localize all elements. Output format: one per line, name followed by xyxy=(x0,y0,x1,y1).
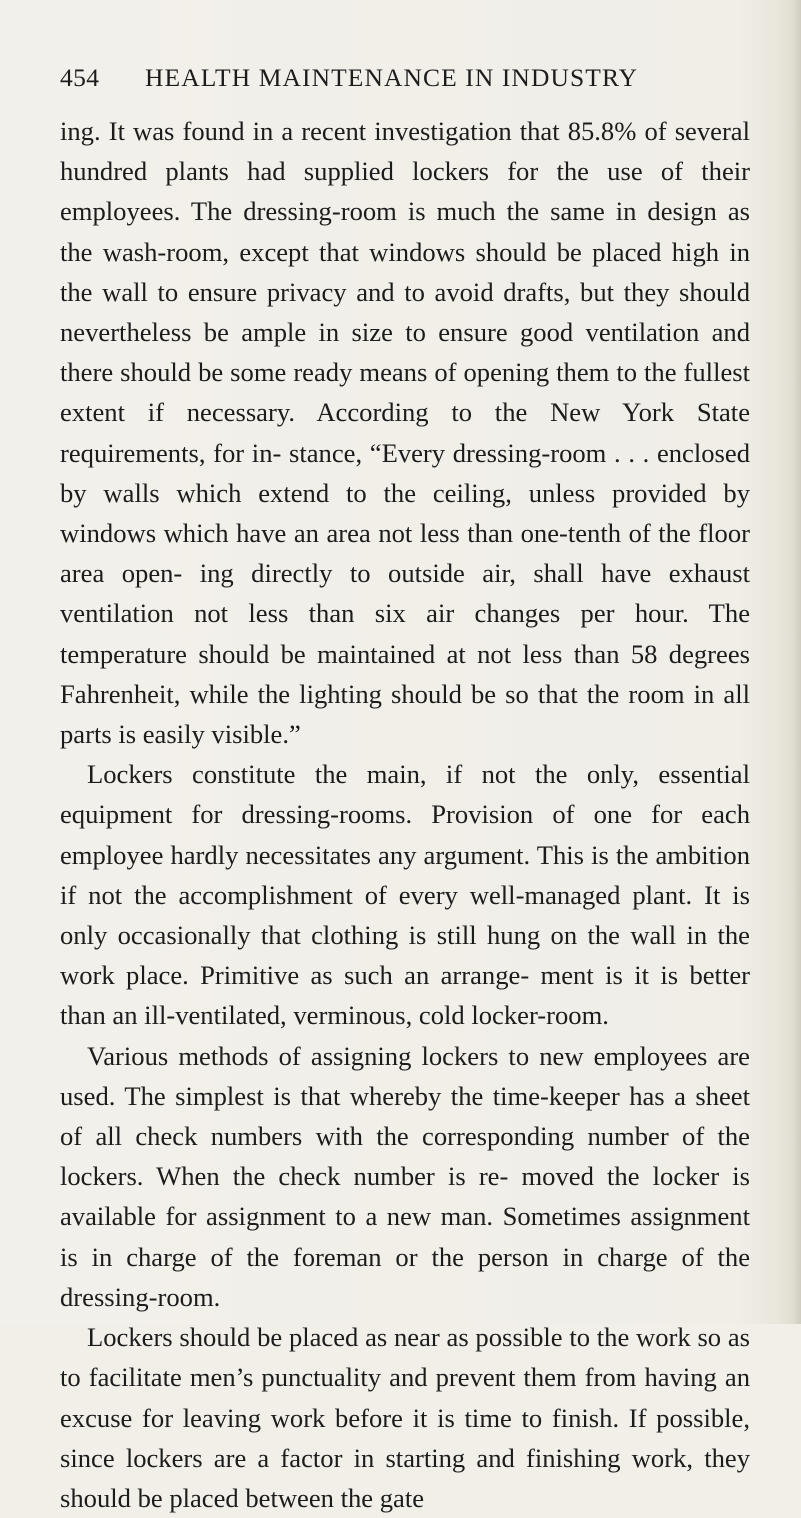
paragraph-continued: ing. It was found in a recent investigation that 85.8% of several hundred plants had supplied lockers for the use of their employees. The dressing-room is much the same in design as the wash-room, except that windows should be placed high in the wall to ensure privacy and to avoid drafts, but they should nevertheless be ample in size to ensure good ventilation and there should be some ready means of opening them to the fullest extent if necessary. According to the New York State requirements, for in- stance, “Every dressing-room . . . enclosed by walls which extend to the ceiling, unless provided by windows which have an area not less than one-tenth of the floor area open- ing directly to outside air, shall have exhaust ventilation not less than six air changes per hour. The temperature should be maintained at not less than 58 degrees Fahrenheit, while the lighting should be so that the room in all parts is easily visible.” xyxy=(60,116,750,750)
paragraph-lockers-equipment: Lockers constitute the main, if not the only, essential equipment for dressing-rooms. Provision of one for each employee hardly necessitates any argument. This is the ambition if not the accomplishment of every well-managed plant. It is only occasionally that clothing is still hung on the wall in the work place. Primitive as such an arrange- ment is it is better than an ill-ventilated, verminous, cold locker-room. xyxy=(60,759,750,1031)
page-number: 454 xyxy=(60,63,100,92)
page-edge-shadow xyxy=(793,0,801,1324)
running-head: HEALTH MAINTENANCE IN INDUSTRY xyxy=(145,63,639,92)
page-header xyxy=(60,63,750,99)
paragraph-locker-placement: Lockers should be placed as near as possible to the work so as to facilitate men’s punctuality and prevent them from having an excuse for leaving work before it is time to finish. If possible, since lockers are a factor in starting and finishing work, they should be placed between the gate xyxy=(60,1322,750,1513)
body-text xyxy=(60,111,750,1518)
paragraph-assigning-lockers: Various methods of assigning lockers to new employees are used. The simplest is that whereby the time-keeper has a sheet of all check numbers with the corresponding number of the lockers. When the check number is re- moved the locker is available for assignment to a new man. Sometimes assignment is in charge of the foreman or the person in charge of the dressing-room. xyxy=(60,1040,750,1312)
